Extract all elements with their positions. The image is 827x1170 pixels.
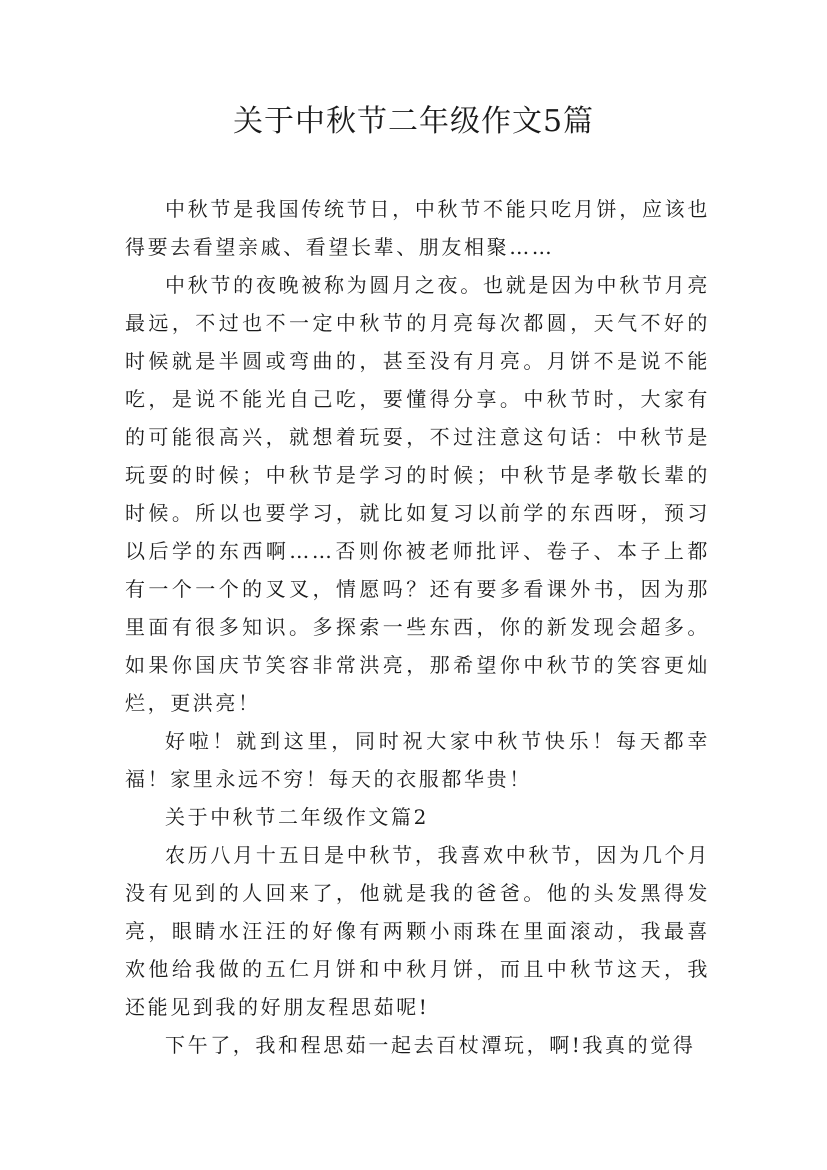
document-body — [125, 190, 710, 1064]
document-title: 关于中秋节二年级作文5篇 — [232, 104, 595, 139]
paragraph-greeting: 好啦！就到这里，同时祝大家中秋节快乐！每天都幸福！家里永远不穷！每天的衣服都华贵！ — [125, 729, 710, 791]
paragraph-moon-night: 中秋节的夜晚被称为圆月之夜。也就是因为中秋节月亮最远，不过也不一定中秋节的月亮每次都圆，天气不好的时候就是半圆或弯曲的，甚至没有月亮。月饼不是说不能吃，是说不能光自己吃，要懂得分享。中秋节时，大家有的可能很高兴，就想着玩耍，不过注意这句话：中秋节是玩耍的时候；中秋节是学习的时候；中秋节是孝敬长辈的时候。所以也要学习，就比如复习以前学的东西呀，预习以后学的东西啊……否则你被老师批评、卷子、本子上都有一个一个的叉叉，情愿吗？还有要多看课外书，因为那里面有很多知识。多探索一些东西，你的新发现会超多。如果你国庆节笑容非常洪亮，那希望你中秋节的笑容更灿烂，更洪亮！ — [125, 273, 710, 715]
paragraph-intro: 中秋节是我国传统节日，中秋节不能只吃月饼，应该也得要去看望亲戚、看望长辈、朋友相聚…… — [125, 197, 710, 259]
section-heading-2: 关于中秋节二年级作文篇2 — [165, 805, 429, 829]
paragraph-father: 农历八月十五日是中秋节，我喜欢中秋节，因为几个月没有见到的人回来了，他就是我的爸爸。他的头发黑得发亮，眼睛水汪汪的好像有两颗小雨珠在里面滚动，我最喜欢他给我做的五仁月饼和中秋月饼，而且中秋节这天，我还能见到我的好朋友程思茹呢! — [125, 843, 710, 1019]
paragraph-afternoon: 下午了，我和程思茹一起去百杖潭玩，啊!我真的觉得 — [165, 1033, 696, 1057]
